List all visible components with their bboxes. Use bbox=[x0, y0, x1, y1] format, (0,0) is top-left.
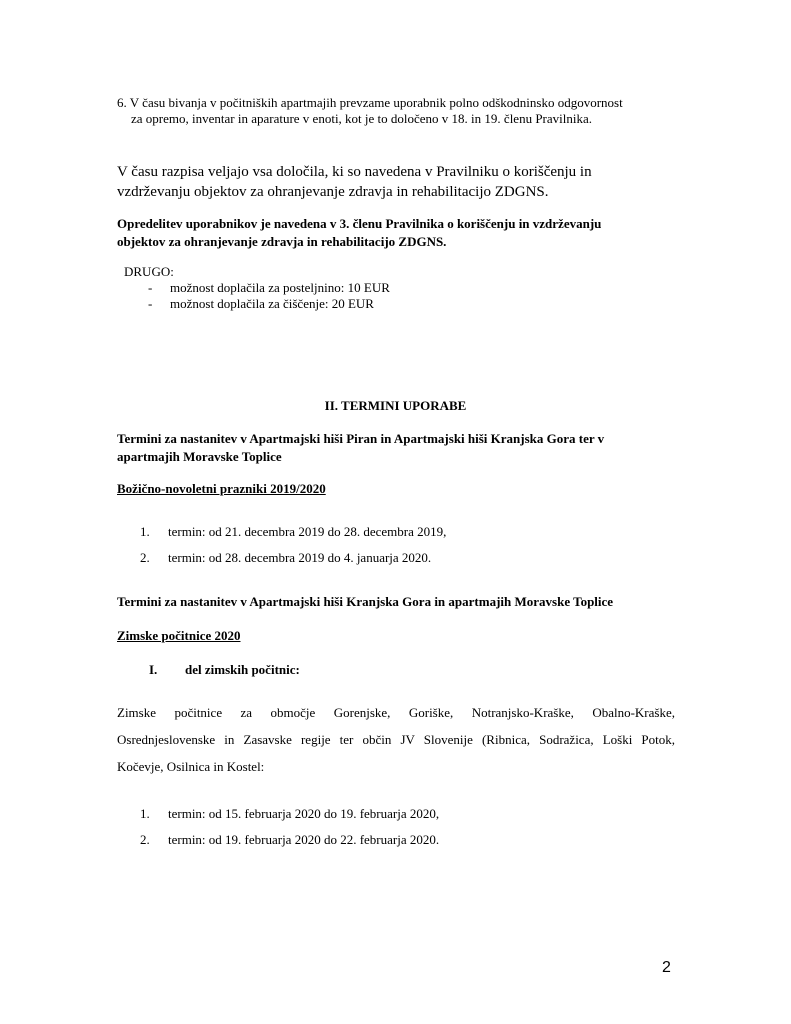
other-item bbox=[148, 296, 524, 312]
other-list bbox=[124, 280, 524, 312]
description-line-3: Kočevje, Osilnica in Kostel: bbox=[117, 759, 265, 774]
terms-2-part bbox=[149, 662, 300, 678]
terms-2-list bbox=[140, 806, 640, 848]
part-label: del zimskih počitnic: bbox=[185, 662, 300, 677]
terms-1-heading bbox=[117, 430, 717, 466]
list-number: 2. bbox=[140, 832, 150, 847]
terms-1-heading-line-1: Termini za nastanitev v Apartmajski hiši Piran in Apartmajski hiši Kranjska Gora ter v bbox=[117, 431, 605, 446]
description-line-1: Zimske počitnice za območje Gorenjske, Goriške, Notranjsko-Kraške, Obalno-Kraške, bbox=[117, 705, 675, 720]
rules-line-1: V času razpisa veljajo vsa določila, ki so navedena v Pravilniku o koriščenju in bbox=[117, 164, 592, 180]
terms-1-period: Božično-novoletni prazniki 2019/2020 bbox=[117, 481, 326, 496]
list-item bbox=[140, 524, 640, 550]
page-number: 2 bbox=[662, 959, 671, 976]
list-item bbox=[140, 550, 640, 566]
rules-line-2: vzdrževanju objektov za ohranjevanje zdravja in rehabilitacijo ZDGNS. bbox=[117, 184, 549, 200]
users-line-1: Opredelitev uporabnikov je navedena v 3. členu Pravilnika o koriščenju in vzdrževanju bbox=[117, 216, 602, 231]
list-number: 1. bbox=[140, 806, 150, 821]
list-item-text: termin: od 28. decembra 2019 do 4. januarja 2020. bbox=[168, 550, 432, 565]
other-section bbox=[124, 264, 524, 312]
list-number: 1. bbox=[140, 524, 150, 539]
list-number: 2. bbox=[140, 550, 150, 565]
terms-1-list bbox=[140, 524, 640, 566]
terms-2-heading: Termini za nastanitev v Apartmajski hiši Kranjska Gora in apartmajih Moravske Toplice bbox=[117, 594, 614, 609]
other-heading: DRUGO: bbox=[124, 264, 174, 279]
list-dash: - bbox=[148, 296, 153, 311]
list-item bbox=[140, 806, 640, 832]
part-number: I. bbox=[149, 662, 158, 677]
item-6-paragraph bbox=[117, 95, 697, 127]
section-title: II. TERMINI UPORABE bbox=[324, 398, 467, 413]
terms-1-heading-line-2: apartmajih Moravske Toplice bbox=[117, 449, 282, 464]
terms-2-period: Zimske počitnice 2020 bbox=[117, 628, 241, 643]
users-paragraph bbox=[117, 215, 717, 251]
other-item-text: možnost doplačila za posteljnino: 10 EUR bbox=[170, 280, 390, 295]
item-6-line-1: 6. V času bivanja v počitniških apartmajih prevzame uporabnik polno odškodninsko odgovornost bbox=[117, 95, 623, 110]
item-6-line-2: za opremo, inventar in aparature v enoti, kot je to določeno v 18. in 19. členu Pravilnika. bbox=[131, 111, 593, 126]
list-item-text: termin: od 19. februarja 2020 do 22. februarja 2020. bbox=[168, 832, 440, 847]
list-item bbox=[140, 832, 640, 848]
other-item bbox=[148, 280, 524, 296]
list-item-text: termin: od 21. decembra 2019 do 28. decembra 2019, bbox=[168, 524, 447, 539]
users-line-2: objektov za ohranjevanje zdravja in rehabilitacijo ZDGNS. bbox=[117, 234, 447, 249]
other-item-text: možnost doplačila za čiščenje: 20 EUR bbox=[170, 296, 374, 311]
list-dash: - bbox=[148, 280, 153, 295]
terms-2-description bbox=[117, 699, 675, 780]
list-item-text: termin: od 15. februarja 2020 do 19. februarja 2020, bbox=[168, 806, 440, 821]
rules-paragraph bbox=[117, 162, 717, 202]
description-line-2: Osrednjeslovenske in Zasavske regije ter občin JV Slovenije (Ribnica, Sodražica, Loški Potok, bbox=[117, 732, 675, 747]
